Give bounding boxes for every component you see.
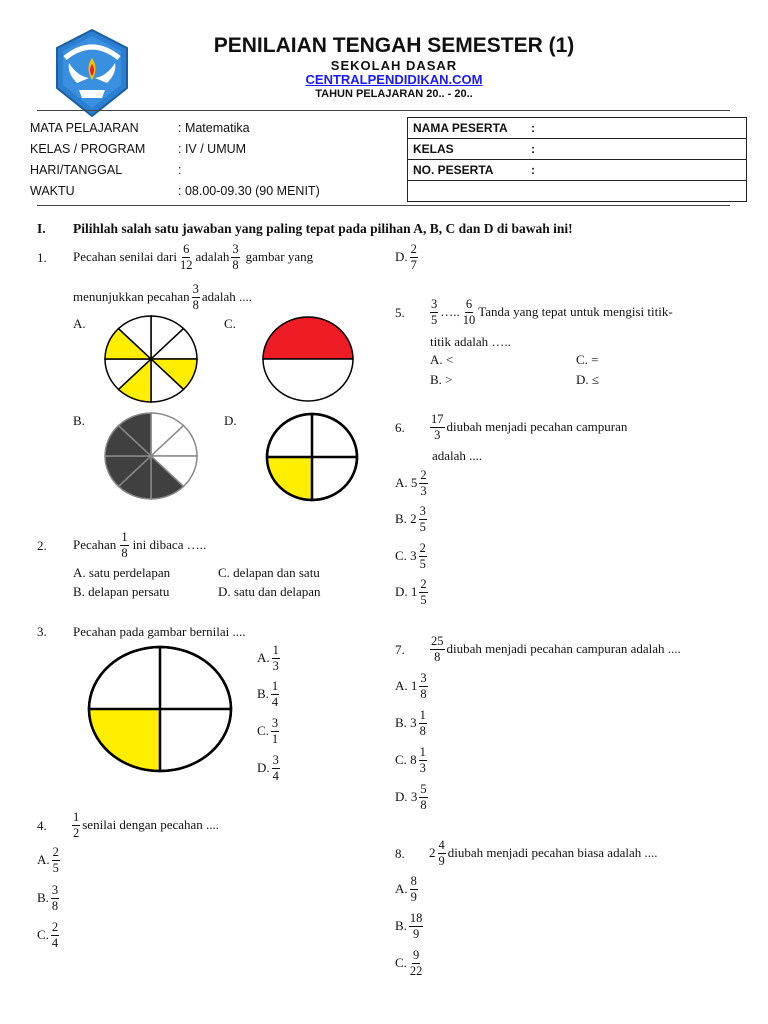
participant-nama-label: NAMA PESERTA: [413, 121, 508, 135]
school-level: SEKOLAH DASAR: [330, 58, 458, 73]
info-waktu-label: WAKTU: [30, 184, 75, 198]
q5-text1: Tanda yang tepat untuk mengisi titik-: [478, 304, 673, 319]
info-mata-pelajaran-value: : Matematika: [178, 121, 250, 135]
q4-text: senilai dengan pecahan ....: [82, 817, 220, 832]
q1-line1: [73, 240, 313, 274]
q3-c-label: C.: [257, 723, 269, 738]
q8-c-frac: $\frac{9}{22}$: [409, 948, 423, 978]
q2-number: 2.: [37, 538, 47, 553]
q1-option-d-circle[interactable]: [264, 412, 360, 502]
q4-a-frac: $\frac{2}{5}$: [52, 845, 59, 875]
q7-frac: $\frac{25}{8}$: [431, 634, 444, 664]
q3-d-frac: $\frac{3}{4}$: [272, 753, 279, 783]
q4-number: 4.: [37, 818, 47, 833]
q6-option-c[interactable]: [395, 539, 429, 573]
q3-b-label: B.: [257, 686, 269, 701]
q6-a-label: A. 5: [395, 475, 418, 490]
info-kelas-value: : IV / UMUM: [178, 142, 247, 156]
q1-option-c-circle[interactable]: [260, 315, 356, 403]
q8-line1: [429, 836, 657, 870]
q4-option-c[interactable]: [37, 918, 61, 952]
participant-nomor-colon: :: [531, 163, 535, 177]
q5-frac1: $\frac{3}{5}$: [431, 297, 438, 327]
q7-d-frac: $\frac{5}{8}$: [420, 782, 427, 812]
section-number: I.: [37, 221, 46, 236]
info-tanggal-value: :: [178, 163, 182, 177]
q7-number: 7.: [395, 642, 405, 657]
q7-a-label: A. 1: [395, 678, 418, 693]
q7-line1: [428, 632, 681, 666]
q5-dots: …..: [440, 304, 460, 319]
q7-a-frac: $\frac{3}{8}$: [420, 671, 427, 701]
q7-option-c[interactable]: [395, 743, 429, 777]
participant-row-kelas[interactable]: [408, 139, 746, 160]
q6-c-label: C. 3: [395, 548, 417, 563]
q8-number: 8.: [395, 846, 405, 861]
q3-number: 3.: [37, 624, 47, 639]
q1-frac2: $\frac{3}{8}$: [232, 242, 239, 272]
q1-option-b-label[interactable]: B.: [73, 413, 85, 428]
q8-option-a[interactable]: [395, 872, 420, 906]
q3-a-label: A.: [257, 650, 270, 665]
q4-c-frac: $\frac{2}{4}$: [51, 920, 59, 950]
q5-option-d[interactable]: D. ≤: [576, 372, 600, 387]
header-divider: [37, 110, 730, 111]
q1-text1: Pecahan senilai dari: [73, 249, 177, 264]
q6-frac: $\frac{17}{3}$: [431, 412, 444, 442]
q1-line2: [73, 280, 252, 314]
q1-text2: adalah: [195, 249, 230, 264]
q2-option-b[interactable]: B. delapan persatu: [73, 584, 170, 599]
q7-b-label: B. 3: [395, 715, 417, 730]
q7-option-d[interactable]: [395, 780, 430, 814]
q7-c-label: C. 8: [395, 752, 417, 767]
q5-option-b[interactable]: B. >: [430, 372, 453, 387]
q1-text3: gambar yang: [245, 249, 314, 264]
q4-line: [70, 808, 219, 842]
q1-option-c-label[interactable]: C.: [224, 316, 236, 331]
q4-option-b[interactable]: [37, 881, 61, 915]
q3-option-a[interactable]: [257, 641, 282, 675]
q7-b-frac: $\frac{1}{8}$: [419, 708, 426, 738]
q4-frac: $\frac{1}{2}$: [73, 810, 80, 840]
q5-option-a[interactable]: A. <: [430, 352, 454, 367]
q6-text2: adalah ....: [432, 448, 483, 463]
q8-a-label: A.: [395, 881, 408, 896]
participant-row-nomor[interactable]: [408, 160, 746, 181]
q8-frac: $\frac{4}{9}$: [438, 838, 445, 868]
info-kelas-label: KELAS / PROGRAM: [30, 142, 146, 156]
info-divider: [37, 205, 730, 206]
q1-number: 1.: [37, 250, 47, 265]
q6-line1: [428, 410, 627, 444]
q4-c-label: C.: [37, 927, 49, 942]
q6-option-a[interactable]: [395, 466, 430, 500]
q2-option-c[interactable]: C. delapan dan satu: [218, 565, 320, 580]
q1-d-frac: $\frac{2}{7}$: [410, 242, 417, 272]
q6-b-label: B. 2: [395, 511, 417, 526]
participant-nomor-label: NO. PESERTA: [413, 163, 494, 177]
school-year: TAHUN PELAJARAN 20.. - 20..: [315, 88, 473, 100]
section-instruction: Pilihlah salah satu jawaban yang paling tepat pada pilihan A, B, C dan D di bawah ini!: [73, 221, 573, 236]
q3-circle: [86, 644, 234, 774]
q1-option-a-circle[interactable]: [102, 315, 200, 403]
q4-option-a[interactable]: [37, 843, 62, 877]
q4-b-frac: $\frac{3}{8}$: [51, 883, 59, 913]
q5-number: 5.: [395, 305, 405, 320]
q1-frac1: $\frac{6}{12}$: [179, 242, 193, 272]
info-mata-pelajaran-label: MATA PELAJARAN: [30, 121, 139, 135]
participant-row-nama[interactable]: [408, 118, 746, 139]
q3-c-frac: $\frac{3}{1}$: [271, 716, 279, 746]
q3-option-c[interactable]: [257, 714, 281, 748]
q7-d-label: D. 3: [395, 789, 418, 804]
website-link[interactable]: CENTRALPENDIDIKAN.COM: [305, 72, 483, 87]
q3-text: Pecahan pada gambar bernilai ....: [73, 624, 246, 639]
q2-option-d[interactable]: D. satu dan delapan: [218, 584, 321, 599]
q1-option-b-circle[interactable]: [102, 412, 200, 500]
q1-text5: adalah ....: [201, 289, 253, 304]
q1-text4: menunjukkan pecahan: [73, 289, 190, 304]
q8-option-b[interactable]: [395, 909, 425, 943]
participant-nama-colon: :: [531, 121, 535, 135]
q8-option-c[interactable]: [395, 946, 425, 980]
q8-c-label: C.: [395, 955, 407, 970]
q5-line1: [428, 295, 673, 329]
info-waktu-value: : 08.00-09.30 (90 MENIT): [178, 184, 320, 198]
q7-option-b[interactable]: [395, 706, 429, 740]
q7-text: diubah menjadi pecahan campuran adalah ....: [446, 641, 681, 656]
q3-d-label: D.: [257, 760, 270, 775]
q6-option-b[interactable]: [395, 502, 429, 536]
q1-option-d-label[interactable]: D.: [224, 413, 237, 428]
q6-a-frac: $\frac{2}{3}$: [420, 468, 427, 498]
q5-text2: titik adalah …..: [430, 334, 511, 349]
q3-a-frac: $\frac{1}{3}$: [272, 643, 279, 673]
info-tanggal-label: HARI/TANGGAL: [30, 163, 123, 177]
q6-option-d[interactable]: [395, 575, 430, 609]
q1-option-d-text[interactable]: [395, 240, 420, 274]
participant-kelas-colon: :: [531, 142, 535, 156]
q1-option-a-label[interactable]: A.: [73, 316, 86, 331]
participant-kelas-label: KELAS: [413, 142, 454, 156]
q4-b-label: B.: [37, 890, 49, 905]
q2-frac: $\frac{1}{8}$: [121, 530, 128, 560]
q2-text1: Pecahan: [73, 537, 117, 552]
q8-b-frac: $\frac{18}{9}$: [409, 911, 423, 941]
q2-text2: ini dibaca …..: [132, 537, 207, 552]
q8-text: diubah menjadi pecahan biasa adalah ....: [447, 845, 658, 860]
q7-c-frac: $\frac{1}{3}$: [419, 745, 426, 775]
q6-number: 6.: [395, 420, 405, 435]
q8-a-frac: $\frac{8}{9}$: [410, 874, 417, 904]
q6-b-frac: $\frac{3}{5}$: [419, 504, 426, 534]
q1-d-label: D.: [395, 249, 408, 264]
q6-d-frac: $\frac{2}{5}$: [420, 577, 427, 607]
q8-b-label: B.: [395, 918, 407, 933]
q2-option-a[interactable]: A. satu perdelapan: [73, 565, 171, 580]
participant-box: [407, 117, 747, 202]
q5-option-c[interactable]: C. =: [576, 352, 599, 367]
q5-frac2: $\frac{6}{10}$: [462, 297, 476, 327]
q1-frac3: $\frac{3}{8}$: [192, 282, 199, 312]
q7-option-a[interactable]: [395, 669, 430, 703]
page-title: PENILAIAN TENGAH SEMESTER (1): [213, 34, 575, 57]
q3-option-b[interactable]: [257, 677, 281, 711]
q8-whole: 2: [429, 845, 436, 860]
q3-b-frac: $\frac{1}{4}$: [271, 679, 279, 709]
q3-option-d[interactable]: [257, 751, 282, 785]
q6-c-frac: $\frac{2}{5}$: [419, 541, 426, 571]
q6-text1: diubah menjadi pecahan campuran: [446, 419, 628, 434]
q2-line: [73, 528, 206, 562]
q4-a-label: A.: [37, 852, 50, 867]
q6-d-label: D. 1: [395, 584, 418, 599]
